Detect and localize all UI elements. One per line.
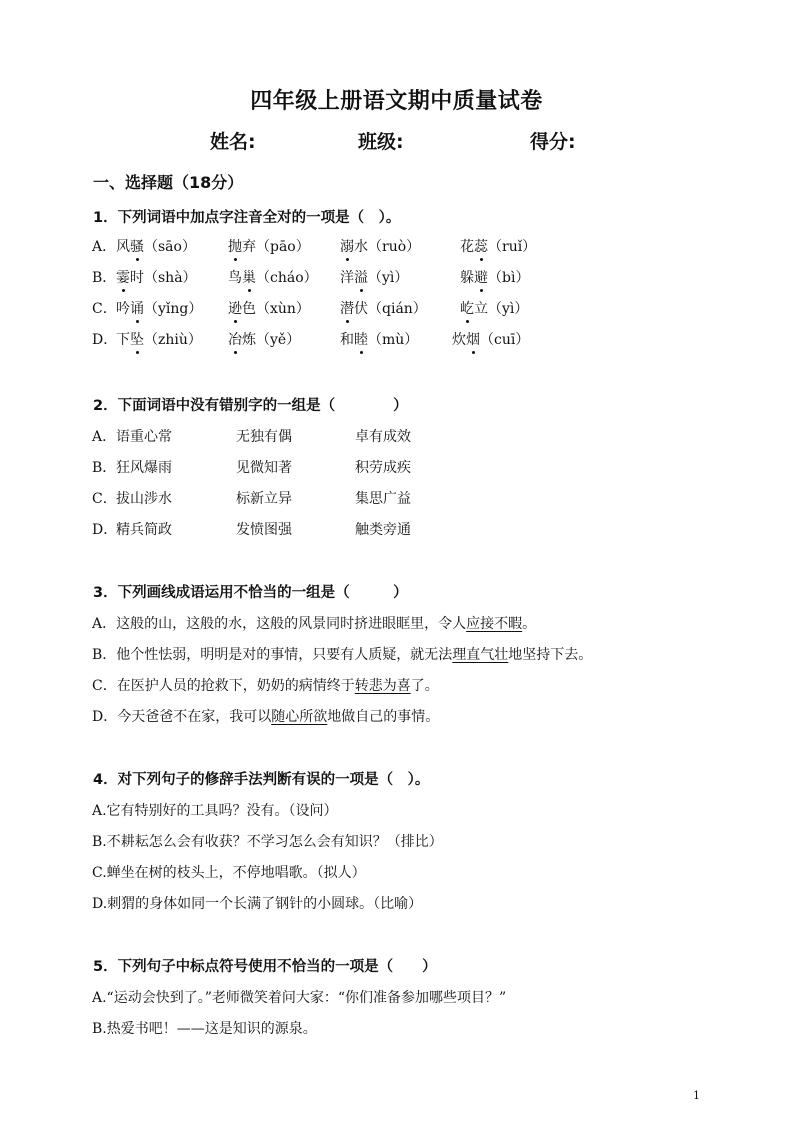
question-3-prompt: 3．下列画线成语运用不恰当的一组是（ ） (93, 585, 408, 601)
q1-option-c-item (460, 298, 528, 318)
q1-option-d-item (452, 329, 529, 349)
name-field-label: 姓名: (210, 131, 256, 153)
dotted-char: 逊 (228, 298, 242, 318)
q1-option-d-item (228, 329, 300, 349)
dotted-char: 屹 (460, 298, 474, 318)
word-part: （sāo） (144, 239, 196, 255)
dotted-char: 骚 (130, 236, 144, 256)
q5-option-b: B.热爱书吧！——这是知识的源泉。 (92, 1021, 317, 1037)
q2-option-c-word: 拔山涉水 (116, 491, 172, 507)
page-number: 1 (693, 1089, 700, 1102)
q2-option-b-word: 见微知著 (236, 460, 292, 476)
option-label: C． (92, 678, 117, 694)
q1-option-b-item (340, 267, 408, 287)
q1-option-c-item (228, 298, 310, 318)
word-part: （cuī） (480, 332, 530, 348)
dotted-char: 霎 (116, 267, 130, 287)
dotted-char: 睦 (354, 329, 368, 349)
word-part: 立（yì） (474, 301, 529, 317)
sentence-text: 。 (522, 616, 537, 632)
word-part: （zhiù） (144, 332, 202, 348)
q3-option-d (92, 706, 439, 726)
q4-option-b: B.不耕耘怎么会有收获？不学习怎么会有知识？（排比） (92, 834, 443, 850)
underlined-idiom: 应接不暇 (466, 616, 523, 632)
word-part: （yì） (368, 270, 409, 286)
q2-option-b-word: 狂风爆雨 (116, 460, 172, 476)
sentence-text: 他个性怯弱，明明是对的事情，只要有人质疑，就无法 (116, 647, 453, 663)
word-part: 炼（yě） (242, 332, 301, 348)
word-part: 水（ruò） (354, 239, 421, 255)
q1-option-d-item (340, 329, 418, 349)
option-label: D． (92, 709, 118, 725)
q1-option-c-item (340, 298, 427, 318)
sentence-text: 地坚持下去。 (508, 647, 593, 663)
word-part: 躲 (460, 270, 474, 286)
q4-option-a: A.它有特别好的工具吗？没有。（设问） (92, 803, 338, 819)
sentence-text: 今天爸爸不在家，我可以 (117, 709, 272, 725)
underlined-idiom: 转悲为喜 (354, 678, 411, 694)
q2-option-d-word: 精兵简政 (116, 522, 172, 538)
q1-option-b-label: B． (92, 270, 117, 286)
dotted-char: 溢 (354, 267, 368, 287)
q1-option-a-item (228, 236, 310, 256)
q3-option-b (92, 644, 592, 664)
dotted-char: 抛 (228, 236, 242, 256)
q1-option-c-label: C． (92, 301, 117, 317)
sentence-text: 在医护人员的抢救下，奶奶的病情终于 (116, 678, 355, 694)
word-part: 色（xùn） (242, 301, 310, 317)
word-part: 下 (116, 332, 130, 348)
q2-option-c-word: 集思广益 (355, 491, 411, 507)
q2-option-a-word: 无独有偶 (236, 429, 292, 445)
q1-option-b-item (228, 267, 318, 287)
sentence-text: 地做自己的事情。 (327, 709, 440, 725)
q5-option-a: A.“运动会快到了。”老师微笑着问大家：“你们准备参加哪些项目？” (92, 990, 507, 1006)
q4-option-d: D.刺猬的身体如同一个长满了钢针的小圆球。（比喻） (92, 896, 423, 912)
q2-option-a-label: A． (92, 429, 117, 445)
dotted-char: 溺 (340, 236, 354, 256)
q1-option-d-item (116, 329, 202, 349)
word-part: 鸟 (228, 270, 242, 286)
word-part: 吟 (116, 301, 130, 317)
word-part: （yǐng） (144, 301, 203, 317)
dotted-char: 蕊 (474, 236, 488, 256)
q3-option-a (92, 613, 536, 633)
q2-option-c-label: C． (92, 491, 117, 507)
word-part: 炊 (452, 332, 466, 348)
word-part: （bì） (488, 270, 530, 286)
dotted-char: 诵 (130, 298, 144, 318)
q2-option-d-word: 发愤图强 (236, 522, 292, 538)
q4-option-c: C.蝉坐在树的枝头上，不停地唱歌。（拟人） (92, 865, 366, 881)
option-label: B． (92, 647, 117, 663)
q1-option-a-item (460, 236, 536, 256)
word-part: 伏（qián） (354, 301, 427, 317)
q2-option-c-word: 标新立异 (236, 491, 292, 507)
q2-option-d-label: D． (92, 522, 118, 538)
word-part: 和 (340, 332, 354, 348)
q2-option-d-word: 触类旁通 (355, 522, 411, 538)
dotted-char: 潜 (340, 298, 354, 318)
q2-option-a-word: 卓有成效 (355, 429, 411, 445)
q1-option-b-item (116, 267, 197, 287)
option-label: A． (92, 616, 117, 632)
score-field-label: 得分: (530, 131, 576, 153)
dotted-char: 烟 (466, 329, 480, 349)
word-part: 时（shà） (130, 270, 197, 286)
word-part: （ruǐ） (488, 239, 537, 255)
dotted-char: 冶 (228, 329, 242, 349)
underlined-idiom: 理直气壮 (452, 647, 509, 663)
q2-option-a-word: 语重心常 (116, 429, 172, 445)
question-5-prompt: 5．下列句子中标点符号使用不恰当的一项是（ ） (93, 959, 437, 975)
dotted-char: 坠 (130, 329, 144, 349)
q1-option-a-item (116, 236, 196, 256)
question-2-prompt: 2．下面词语中没有错别字的一组是（ ） (93, 398, 408, 414)
question-4-prompt: 4．对下列句子的修辞手法判断有误的一项是（ ）。 (93, 772, 430, 788)
class-field-label: 班级: (358, 131, 404, 153)
page-title: 四年级上册语文期中质量试卷 (250, 89, 543, 114)
word-part: 花 (460, 239, 474, 255)
dotted-char: 巢 (242, 267, 256, 287)
q1-option-c-item (116, 298, 202, 318)
q1-option-d-label: D． (92, 332, 118, 348)
word-part: 弃（pāo） (242, 239, 310, 255)
underlined-idiom: 随心所欲 (271, 709, 328, 725)
q1-option-a-label: A． (92, 239, 117, 255)
q1-option-a-item (340, 236, 420, 256)
sentence-text: 这般的山，这般的水，这般的风景同时挤进眼眶里，令人 (116, 616, 467, 632)
q2-option-b-label: B． (92, 460, 117, 476)
section-heading: 一、选择题（18分） (93, 173, 244, 192)
word-part: 风 (116, 239, 130, 255)
q2-option-b-word: 积劳成疾 (355, 460, 411, 476)
word-part: 洋 (340, 270, 354, 286)
q3-option-c (92, 675, 439, 695)
question-1-prompt: 1．下列词语中加点字注音全对的一项是（ ）。 (93, 210, 401, 226)
dotted-char: 避 (474, 267, 488, 287)
word-part: （cháo） (256, 270, 318, 286)
q1-option-b-item (460, 267, 529, 287)
sentence-text: 了。 (410, 678, 439, 694)
word-part: （mù） (368, 332, 419, 348)
